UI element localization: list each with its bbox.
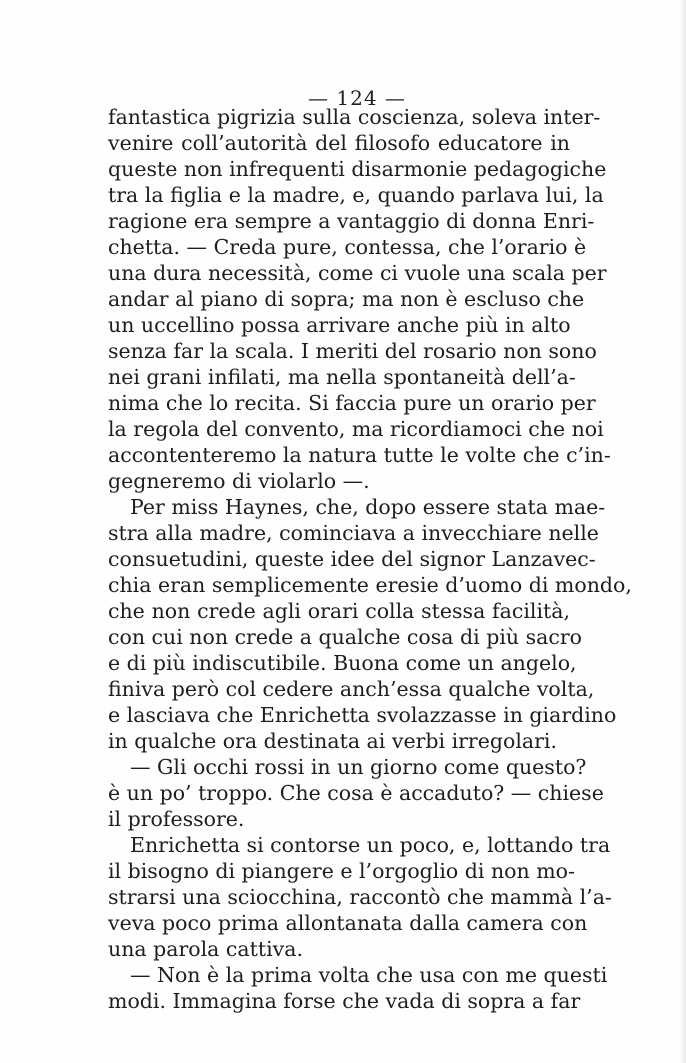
text-line: senza far la scala. I meriti del rosario non sono [108,339,597,363]
paragraph-start-line: — Non è la prima volta che usa con me questi [130,963,608,987]
text-line: accontenteremo la natura tutte le volte che c’in- [108,443,611,467]
paragraph-end-line: gegneremo di violarlo —. [108,469,370,493]
text-line: fantastica pigrizia sulla coscienza, soleva inter- [108,105,601,129]
text-line: finiva però col cedere anch’essa qualche volta, [108,677,595,701]
paragraph-start-line: Per miss Haynes, che, dopo essere stata mae- [130,495,606,519]
page-edge-shadow [680,0,686,1063]
text-line: nei grani infilati, ma nella spontaneità dell’a- [108,365,576,389]
text-line: chia eran semplicemente eresie d’uomo di mondo, [108,573,632,597]
paragraph-end-line: il professore. [108,807,245,831]
text-line: venire coll’autorità del filosofo educatore in [108,131,570,155]
text-line: con cui non crede a qualche cosa di più sacro [108,625,582,649]
paragraph-end-line: una parola cattiva. [108,937,303,961]
text-line: consuetudini, queste idee del signor Lanzavec- [108,547,596,571]
text-line: strarsi una sciocchina, raccontò che mammà l’a- [108,885,612,909]
text-line: veva poco prima allontanata dalla camera con [108,911,588,935]
text-line: queste non infrequenti disarmonie pedagogiche [108,157,607,181]
page-body-text [108,104,632,1014]
text-line: chetta. — Creda pure, contessa, che l’orario è [108,235,587,259]
paragraph-start-line: — Gli occhi rossi in un giorno come questo? [130,755,587,779]
text-line: e di più indiscutibile. Buona come un angelo, [108,651,577,675]
text-line: nima che lo recita. Si faccia pure un orario per [108,391,596,415]
text-line: il bisogno di piangere e l’orgoglio di non mo- [108,859,575,883]
text-line: ragione era sempre a vantaggio di donna Enri- [108,209,595,233]
paragraph-start-line: Enrichetta si contorse un poco, e, lottando tra [130,833,611,857]
text-line: andar al piano di sopra; ma non è escluso che [108,287,585,311]
text-line: è un po’ troppo. Che cosa è accaduto? — chiese [108,781,604,805]
text-line: una dura necessità, come ci vuole una scala per [108,261,607,285]
paragraph-end-line: in qualche ora destinata ai verbi irregolari. [108,729,557,753]
text-line: tra la figlia e la madre, e, quando parlava lui, la [108,183,604,207]
page-number: — 124 — [308,86,406,110]
text-line: la regola del convento, ma ricordiamoci che noi [108,417,604,441]
text-line: modi. Immagina forse che vada di sopra a far [108,989,581,1013]
text-line: un uccellino possa arrivare anche più in alto [108,313,571,337]
text-line: e lasciava che Enrichetta svolazzasse in giardino [108,703,617,727]
text-line: che non crede agli orari colla stessa facilità, [108,599,570,623]
text-line: stra alla madre, cominciava a invecchiare nelle [108,521,599,545]
